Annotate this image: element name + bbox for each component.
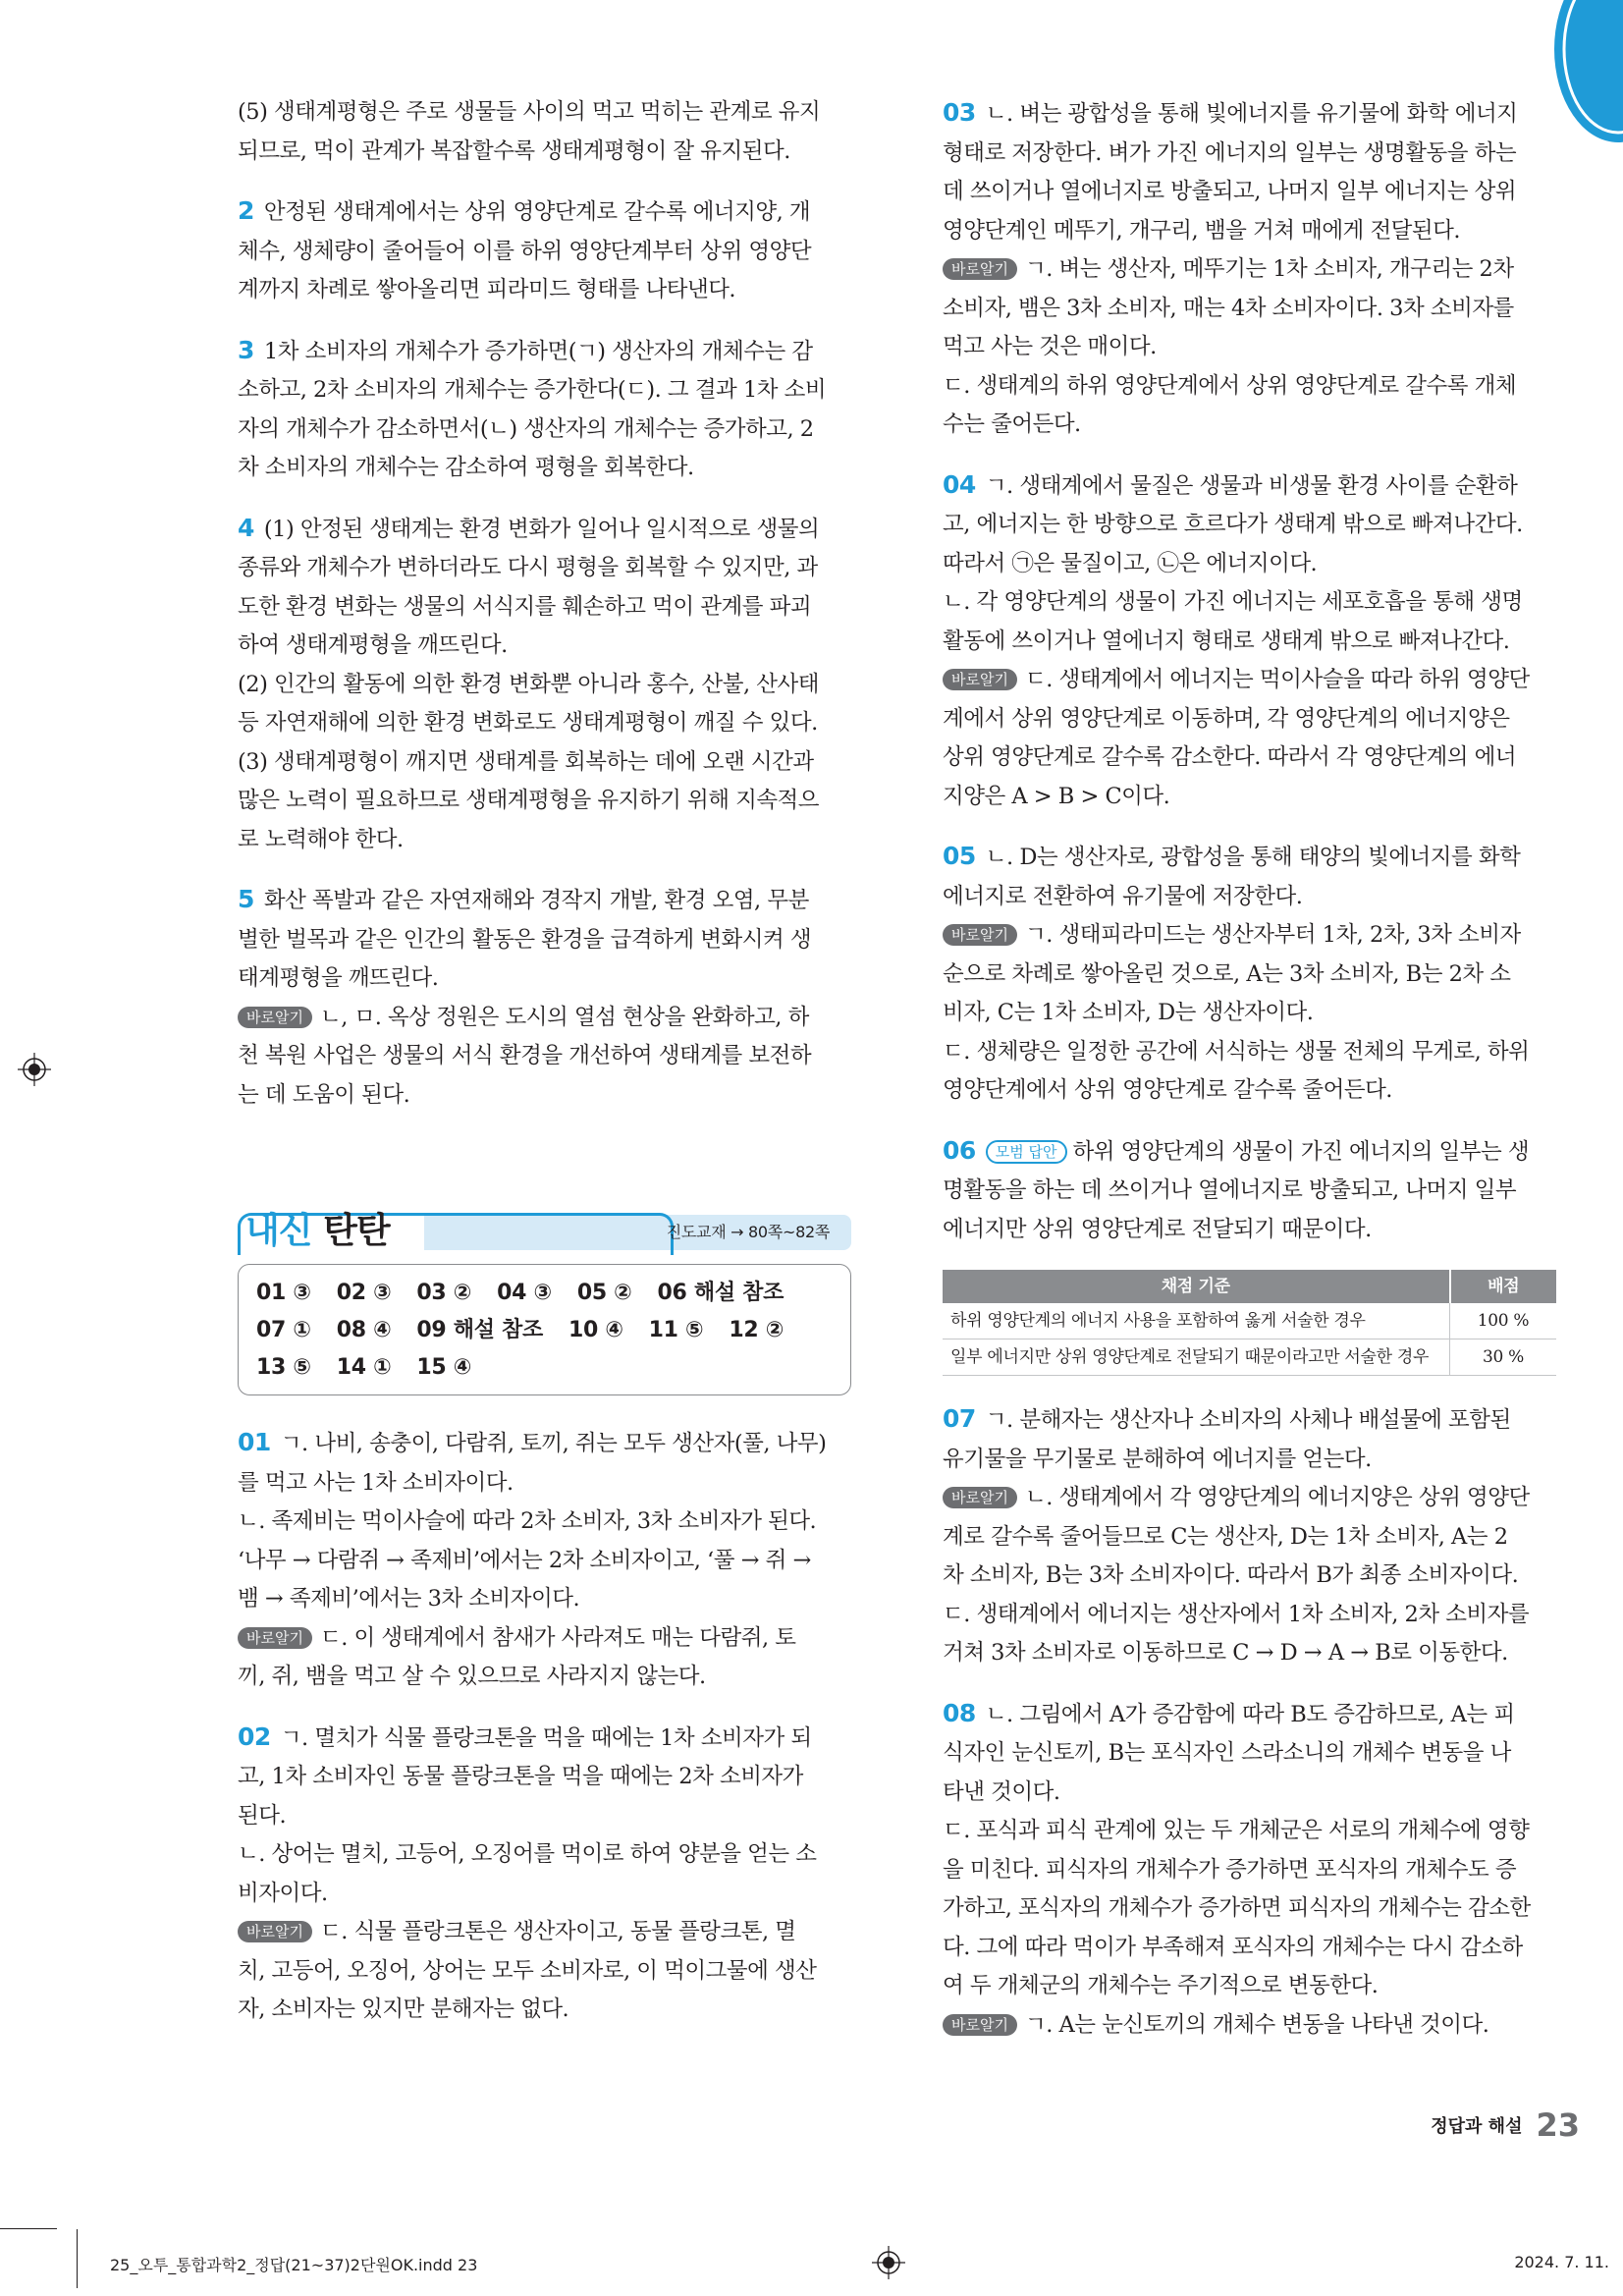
text-line: [238, 627, 851, 666]
text-line: [238, 1758, 851, 1797]
line-text: 활동에 쓰이거나 열에너지 형태로 생태계 밖으로 빠져나간다.: [943, 628, 1510, 654]
line-text: 가하고, 포식자의 개체수가 증가하면 피식자의 개체수는 감소한: [943, 1895, 1531, 1921]
text-line: [943, 661, 1556, 700]
text-line: [238, 1503, 851, 1542]
imprint-date: 2024. 7. 11.: [1514, 2253, 1609, 2271]
naesin-header: [238, 1209, 851, 1258]
model-answer-badge: 모범 답안: [986, 1140, 1067, 1164]
line-text: 유기물을 무기물로 분해하여 에너지를 얻는다.: [943, 1446, 1372, 1472]
correction-badge: 바로알기: [238, 1627, 312, 1649]
line-text: ㄷ. 이 생태계에서 참새가 사라져도 매는 다람쥐, 토: [319, 1624, 796, 1651]
correction-badge: 바로알기: [943, 1487, 1017, 1508]
right-answer-blocks: [943, 93, 1556, 1249]
text-line: [238, 93, 851, 133]
page-footer: [1431, 2106, 1580, 2144]
answer-key-item: 12 ②: [729, 1318, 784, 1342]
text-line: [238, 371, 851, 410]
answer-block-a02: [238, 1718, 851, 1914]
answer-key-item: 07 ①: [256, 1318, 311, 1342]
line-text: ㄴ. 벼는 광합성을 통해 빛에너지를 유기물에 화학 에너지: [985, 101, 1518, 127]
line-text: 화산 폭발과 같은 자연재해와 경작지 개발, 환경 오염, 무분: [263, 888, 809, 913]
crop-mark-vertical: [77, 2229, 78, 2288]
text-line: [238, 821, 851, 860]
text-line: [238, 549, 851, 588]
line-text: ㄷ. 생태계에서 에너지는 먹이사슬을 따라 하위 영양단: [1024, 667, 1530, 692]
text-line: [238, 1542, 851, 1581]
answer-key-item: 14 ①: [336, 1355, 392, 1380]
item-number: 03: [943, 98, 976, 127]
line-text: 소하고, 2차 소비자의 개체수는 증가한다(ㄷ). 그 결과 1차 소비: [238, 377, 827, 403]
table-row: [943, 1339, 1556, 1376]
answer-block-a04: [943, 465, 1556, 662]
naesin-title-black: 탄탄: [311, 1211, 390, 1251]
answer-block-p5: [238, 93, 851, 171]
text-line: [238, 1464, 851, 1503]
text-line: [943, 406, 1556, 445]
line-text: ㄱ. 벼는 생산자, 메뚜기는 1차 소비자, 개구리는 2차: [1024, 256, 1514, 282]
line-text: 로 노력해야 한다.: [238, 826, 404, 852]
item-number: 01: [238, 1428, 271, 1456]
line-text: (1) 안정된 생태계는 환경 변화가 일어나 일시적으로 생물의: [263, 516, 820, 542]
naesin-title-blue: 내신: [245, 1211, 312, 1251]
correction-badge: 바로알기: [943, 669, 1017, 690]
item-number: 07: [943, 1404, 976, 1433]
answer-block-q3: [238, 331, 851, 488]
answer-block-q4: [238, 509, 851, 860]
line-text: 데 쓰이거나 열에너지로 방출되고, 나머지 일부 에너지는 상위: [943, 179, 1517, 204]
text-line: [943, 837, 1556, 878]
line-text: 수는 줄어든다.: [943, 411, 1081, 437]
scoring-points: 100 %: [1450, 1303, 1557, 1339]
answer-block-q5: [238, 880, 851, 999]
line-text: ㄷ. 식물 플랑크톤은 생산자이고, 동물 플랑크톤, 멸: [319, 1919, 796, 1944]
answer-block-a01b: [238, 1619, 851, 1697]
line-text: (2) 인간의 활동에 의한 환경 변화뿐 아니라 홍수, 산불, 산사태: [238, 671, 819, 697]
answer-block-q5b: [238, 999, 851, 1116]
crop-mark-horizontal: [0, 2228, 57, 2229]
right-answer-blocks-2: [943, 1399, 1556, 2045]
answer-key-item: 09 해설 참조: [416, 1318, 543, 1342]
text-line: [238, 410, 851, 450]
text-line: [943, 1596, 1556, 1635]
line-text: 종류와 개체수가 변하더라도 다시 평형을 회복할 수 있지만, 과: [238, 555, 818, 580]
registration-mark-icon: [872, 2246, 905, 2279]
item-number: 02: [238, 1722, 271, 1751]
text-line: [238, 133, 851, 172]
scoring-criteria: 하위 영양단계의 에너지 사용을 포함하여 옳게 서술한 경우: [943, 1303, 1450, 1339]
line-text: 거쳐 3차 소비자로 이동하므로 C → D → A → B로 이동한다.: [943, 1640, 1508, 1666]
item-number: 4: [238, 513, 254, 542]
text-line: [238, 233, 851, 272]
text-line: [238, 1952, 851, 1992]
text-line: [943, 1479, 1556, 1518]
line-text: 에너지만 상위 영양단계로 전달되기 때문이다.: [943, 1216, 1372, 1242]
text-line: [943, 583, 1556, 623]
text-line: [943, 878, 1556, 917]
right-column: [943, 93, 1556, 2065]
line-text: 계로 갈수록 줄어들므로 C는 생산자, D는 1차 소비자, A는 2: [943, 1523, 1508, 1550]
answer-key-item: 15 ④: [416, 1355, 472, 1380]
text-line: [238, 999, 851, 1038]
text-line: [238, 743, 851, 783]
text-line: [943, 1694, 1556, 1735]
line-text: ㄴ. 각 영양단계의 생물이 가진 에너지는 세포호흡을 통해 생명: [943, 589, 1523, 615]
text-line: [943, 623, 1556, 662]
text-line: [943, 1557, 1556, 1596]
left-answer-blocks: [238, 93, 851, 1115]
imprint-file: 25_오투_통합과학2_정답(21~37)2단원OK.indd 23: [110, 2256, 478, 2274]
line-text: ㄴ. D는 생산자로, 광합성을 통해 태양의 빛에너지를 화학: [985, 845, 1521, 870]
text-line: [943, 93, 1556, 135]
scoring-table: [943, 1270, 1556, 1376]
answer-key-item: 05 ②: [576, 1281, 632, 1305]
line-text: 등 자연재해에 의한 환경 변화로도 생태계평형이 깨질 수 있다.: [238, 710, 818, 736]
text-line: [238, 1718, 851, 1759]
text-line: [238, 880, 851, 921]
text-line: [943, 1734, 1556, 1774]
text-line: [238, 191, 851, 233]
answer-key-item: 03 ②: [416, 1281, 472, 1305]
text-line: [238, 921, 851, 960]
text-line: [238, 1619, 851, 1659]
text-line: [943, 1967, 1556, 2006]
line-text: ㄱ. 분해자는 생산자나 소비자의 사체나 배설물에 포함된: [985, 1407, 1511, 1433]
item-number: 2: [238, 196, 254, 225]
line-text: ㄱ. 생태계에서 물질은 생물과 비생물 환경 사이를 순환하: [985, 472, 1518, 499]
line-text: 영양단계인 메뚜기, 개구리, 뱀을 거쳐 매에게 전달된다.: [943, 217, 1461, 244]
text-line: [943, 1634, 1556, 1673]
text-line: [943, 1131, 1556, 1173]
text-line: [943, 173, 1556, 212]
line-text: 비자, C는 1차 소비자, D는 생산자이다.: [943, 1000, 1314, 1025]
scoring-points: 30 %: [1450, 1339, 1557, 1376]
line-text: ㄴ, ㅁ. 옥상 정원은 도시의 열섬 현상을 완화하고, 하: [319, 1004, 809, 1030]
answer-key-item: 10 ④: [568, 1318, 623, 1342]
line-text: 고, 에너지는 한 방향으로 흐르다가 생태계 밖으로 빠져나간다.: [943, 512, 1523, 537]
text-line: [238, 1076, 851, 1116]
text-line: [238, 1797, 851, 1836]
line-text: 안정된 생태계에서는 상위 영양단계로 갈수록 에너지양, 개: [263, 199, 811, 225]
text-line: [943, 1518, 1556, 1558]
text-line: [943, 1172, 1556, 1211]
text-line: [943, 1399, 1556, 1441]
text-line: [943, 1211, 1556, 1250]
text-line: [943, 1889, 1556, 1929]
text-line: [943, 2006, 1556, 2046]
line-text: 식자인 눈신토끼, B는 포식자인 스라소니의 개체수 변동을 나: [943, 1740, 1511, 1766]
page-number: 23: [1536, 2106, 1580, 2144]
line-text: 많은 노력이 필요하므로 생태계평형을 유지하기 위해 지속적으: [238, 788, 820, 813]
text-line: [943, 212, 1556, 251]
line-text: 다. 그에 따라 먹이가 부족해져 포식자의 개체수는 다시 감소하: [943, 1934, 1523, 1960]
text-line: [943, 1441, 1556, 1480]
line-text: 차 소비자, B는 3차 소비자이다. 따라서 B가 최종 소비자이다.: [943, 1562, 1519, 1588]
correction-badge: 바로알기: [238, 1007, 312, 1028]
text-line: [943, 700, 1556, 739]
line-text: 비자이다.: [238, 1880, 328, 1906]
answer-key-item: 11 ⑤: [648, 1318, 704, 1342]
line-text: ㄴ. 생태계에서 각 영양단계의 에너지양은 상위 영양단: [1024, 1485, 1530, 1510]
scoring-table-header: [943, 1270, 1556, 1303]
text-line: [238, 449, 851, 488]
line-text: ㄴ. 그림에서 A가 증감함에 따라 B도 증감하므로, A는 피: [985, 1701, 1515, 1727]
line-text: ㄷ. 생태계의 하위 영양단계에서 상위 영양단계로 갈수록 개체: [943, 372, 1517, 399]
line-text: 끼, 쥐, 뱀을 먹고 살 수 있으므로 사라지지 않는다.: [238, 1664, 706, 1689]
text-line: [943, 1033, 1556, 1072]
answer-block-a05: [943, 837, 1556, 916]
line-text: 차 소비자의 개체수는 감소하여 평형을 회복한다.: [238, 455, 694, 480]
line-text: ㄱ. 생태피라미드는 생산자부터 1차, 2차, 3차 소비자: [1024, 922, 1521, 948]
text-line: [943, 778, 1556, 817]
line-text: 계에서 상위 영양단계로 이동하며, 각 영양단계의 에너지양은: [943, 705, 1510, 732]
text-line: [238, 704, 851, 743]
text-line: [238, 1875, 851, 1914]
correction-badge: 바로알기: [943, 2014, 1017, 2036]
line-text: 하여 생태계평형을 깨뜨린다.: [238, 632, 508, 658]
answer-key-box: [238, 1264, 851, 1395]
text-line: [943, 465, 1556, 507]
naesin-reference: 진도교재 → 80쪽~82쪽: [666, 1223, 830, 1241]
line-text: ‘나무 → 다람쥐 → 족제비’에서는 2차 소비자이고, ‘풀 → 쥐 →: [238, 1547, 811, 1573]
answer-block-a03b: [943, 250, 1556, 445]
item-number: 05: [943, 842, 976, 870]
line-text: ㄷ. 생태계에서 에너지는 생산자에서 1차 소비자, 2차 소비자를: [943, 1601, 1530, 1627]
text-line: [238, 1037, 851, 1076]
line-text: 여 두 개체군의 개체수는 주기적으로 변동한다.: [943, 1973, 1379, 1998]
line-text: ㄱ. A는 눈신토끼의 개체수 변동을 나타낸 것이다.: [1024, 2011, 1489, 2038]
item-number: 3: [238, 335, 254, 364]
line-text: 는 데 도움이 된다.: [238, 1081, 410, 1108]
line-text: 치, 고등어, 오징어, 상어는 모두 소비자로, 이 먹이그물에 생산: [238, 1957, 817, 1984]
text-line: [238, 1913, 851, 1952]
line-text: 상위 영양단계로 갈수록 감소한다. 따라서 각 영양단계의 에너: [943, 744, 1517, 770]
line-text: ㄷ. 포식과 피식 관계에 있는 두 개체군은 서로의 개체수에 영향: [943, 1818, 1530, 1843]
line-text: 태계평형을 깨뜨린다.: [238, 965, 439, 991]
line-text: 된다.: [238, 1802, 287, 1829]
text-line: [238, 782, 851, 821]
text-line: [943, 328, 1556, 367]
footer-section-label: 정답과 해설: [1431, 2116, 1523, 2137]
answer-block-a08: [943, 1694, 1556, 2006]
line-text: 계까지 차례로 쌓아올리면 피라미드 형태를 나타낸다.: [238, 277, 736, 302]
text-line: [943, 916, 1556, 956]
line-text: 도한 환경 변화는 생물의 서식지를 훼손하고 먹이 관계를 파괴: [238, 593, 812, 620]
text-line: [238, 1580, 851, 1619]
naesin-title: [245, 1209, 390, 1254]
text-line: [943, 367, 1556, 407]
text-line: [943, 994, 1556, 1033]
answer-key-item: 01 ③: [256, 1281, 311, 1305]
line-text: 을 미친다. 피식자의 개체수가 증가하면 포식자의 개체수도 증: [943, 1856, 1517, 1883]
answer-key-item: 08 ④: [336, 1318, 392, 1342]
text-line: [943, 250, 1556, 290]
table-row: [943, 1303, 1556, 1339]
text-line: [238, 271, 851, 310]
answer-key-item: 06 해설 참조: [657, 1281, 784, 1305]
line-text: (3) 생태계평형이 깨지면 생태계를 회복하는 데에 오랜 시간과: [238, 748, 814, 775]
text-line: [943, 135, 1556, 174]
scoring-points-header: 배점: [1450, 1270, 1557, 1303]
answer-key-row: [256, 1349, 833, 1387]
line-text: 명활동을 하는 데 쓰이거나 열에너지로 방출되고, 나머지 일부: [943, 1177, 1517, 1203]
line-text: 뱀 → 족제비’에서는 3차 소비자이다.: [238, 1586, 580, 1612]
text-line: [238, 1423, 851, 1464]
line-text: 타낸 것이다.: [943, 1778, 1060, 1805]
line-text: 천 복원 사업은 생물의 서식 환경을 개선하여 생태계를 보전하: [238, 1043, 812, 1068]
correction-badge: 바로알기: [238, 1921, 312, 1942]
line-text: 에너지로 전환하여 유기물에 저장한다.: [943, 883, 1303, 909]
text-line: [943, 956, 1556, 995]
text-line: [238, 1658, 851, 1697]
line-text: 순으로 차례로 쌓아올린 것으로, A는 3차 소비자, B는 2차 소: [943, 960, 1511, 987]
text-line: [238, 331, 851, 372]
item-number: 04: [943, 469, 976, 499]
line-text: 지양은 A > B > C이다.: [943, 783, 1170, 809]
answer-block-a04b: [943, 661, 1556, 816]
answer-key-item: 02 ③: [336, 1281, 392, 1305]
text-line: [943, 1812, 1556, 1851]
line-text: 되므로, 먹이 관계가 복잡할수록 생태계평형이 잘 유지된다.: [238, 137, 790, 164]
answer-block-a07b: [943, 1479, 1556, 1673]
text-line: [943, 738, 1556, 778]
line-text: (5) 생태계평형은 주로 생물들 사이의 먹고 먹히는 관계로 유지: [238, 99, 821, 125]
answer-block-a08b: [943, 2006, 1556, 2046]
item-number: 5: [238, 885, 254, 913]
line-text: 자, 소비자는 있지만 분해자는 없다.: [238, 1996, 569, 2022]
text-line: [238, 1991, 851, 2030]
line-text: 영양단계에서 상위 영양단계로 갈수록 줄어든다.: [943, 1077, 1392, 1103]
text-line: [943, 1929, 1556, 1968]
scoring-criteria-header: 채점 기준: [943, 1270, 1450, 1303]
correction-badge: 바로알기: [943, 924, 1017, 946]
answer-key-item: 13 ⑤: [256, 1355, 311, 1380]
left-column: [238, 93, 851, 2050]
correction-badge: 바로알기: [943, 258, 1017, 280]
answer-block-a02b: [238, 1913, 851, 2030]
item-number: 06: [943, 1135, 976, 1165]
answer-key-row: [256, 1312, 833, 1349]
text-line: [943, 1774, 1556, 1813]
text-line: [238, 509, 851, 550]
text-line: [238, 588, 851, 628]
text-line: [943, 506, 1556, 545]
text-line: [943, 1851, 1556, 1890]
text-line: [943, 290, 1556, 329]
scoring-criteria: 일부 에너지만 상위 영양단계로 전달되기 때문이라고만 서술한 경우: [943, 1339, 1450, 1376]
line-text: 형태로 저장한다. 벼가 가진 에너지의 일부는 생명활동을 하는: [943, 139, 1517, 166]
answer-key-row: [256, 1275, 833, 1312]
line-text: 1차 소비자의 개체수가 증가하면(ㄱ) 생산자의 개체수는 감: [263, 338, 813, 364]
line-text: ㄱ. 멸치가 식물 플랑크톤을 먹을 때에는 1차 소비자가 되: [280, 1724, 812, 1751]
line-text: ㄴ. 상어는 멸치, 고등어, 오징어를 먹이로 하여 양분을 얻는 소: [238, 1841, 817, 1867]
line-text: 따라서 ㉠은 물질이고, ㉡은 에너지이다.: [943, 550, 1318, 576]
text-line: [238, 666, 851, 705]
line-text: 먹고 사는 것은 매이다.: [943, 334, 1157, 359]
left-answer-blocks-2: [238, 1423, 851, 2030]
answer-block-a06: [943, 1131, 1556, 1250]
answer-block-a01: [238, 1423, 851, 1619]
line-text: 체수, 생체량이 줄어들어 이를 하위 영양단계부터 상위 영양단: [238, 238, 812, 264]
answer-block-a03: [943, 93, 1556, 250]
line-text: 별한 벌목과 같은 인간의 활동은 환경을 급격하게 변화시켜 생: [238, 926, 812, 953]
text-line: [943, 545, 1556, 584]
line-text: 고, 1차 소비자인 동물 플랑크톤을 먹을 때에는 2차 소비자가: [238, 1764, 803, 1789]
line-text: ㄱ. 나비, 송충이, 다람쥐, 토끼, 쥐는 모두 생산자(풀, 나무): [280, 1431, 827, 1456]
line-text: 소비자, 뱀은 3차 소비자, 매는 4차 소비자이다. 3차 소비자를: [943, 295, 1514, 321]
answer-block-q2: [238, 191, 851, 310]
item-number: 08: [943, 1698, 976, 1727]
line-text: ㄷ. 생체량은 일정한 공간에 서식하는 생물 전체의 무게로, 하위: [943, 1038, 1530, 1065]
line-text: 하위 영양단계의 생물이 가진 에너지의 일부는 생: [1072, 1138, 1530, 1165]
text-line: [238, 1835, 851, 1875]
answer-key-item: 04 ③: [497, 1281, 552, 1305]
line-text: ㄴ. 족제비는 먹이사슬에 따라 2차 소비자, 3차 소비자가 된다.: [238, 1508, 817, 1534]
text-line: [238, 959, 851, 999]
text-line: [943, 1071, 1556, 1111]
line-text: 자의 개체수가 감소하면서(ㄴ) 생산자의 개체수는 증가하고, 2: [238, 415, 814, 442]
answer-block-a05b: [943, 916, 1556, 1111]
line-text: 를 먹고 사는 1차 소비자이다.: [238, 1469, 514, 1496]
registration-mark-icon: [18, 1053, 51, 1086]
answer-block-a07: [943, 1399, 1556, 1479]
